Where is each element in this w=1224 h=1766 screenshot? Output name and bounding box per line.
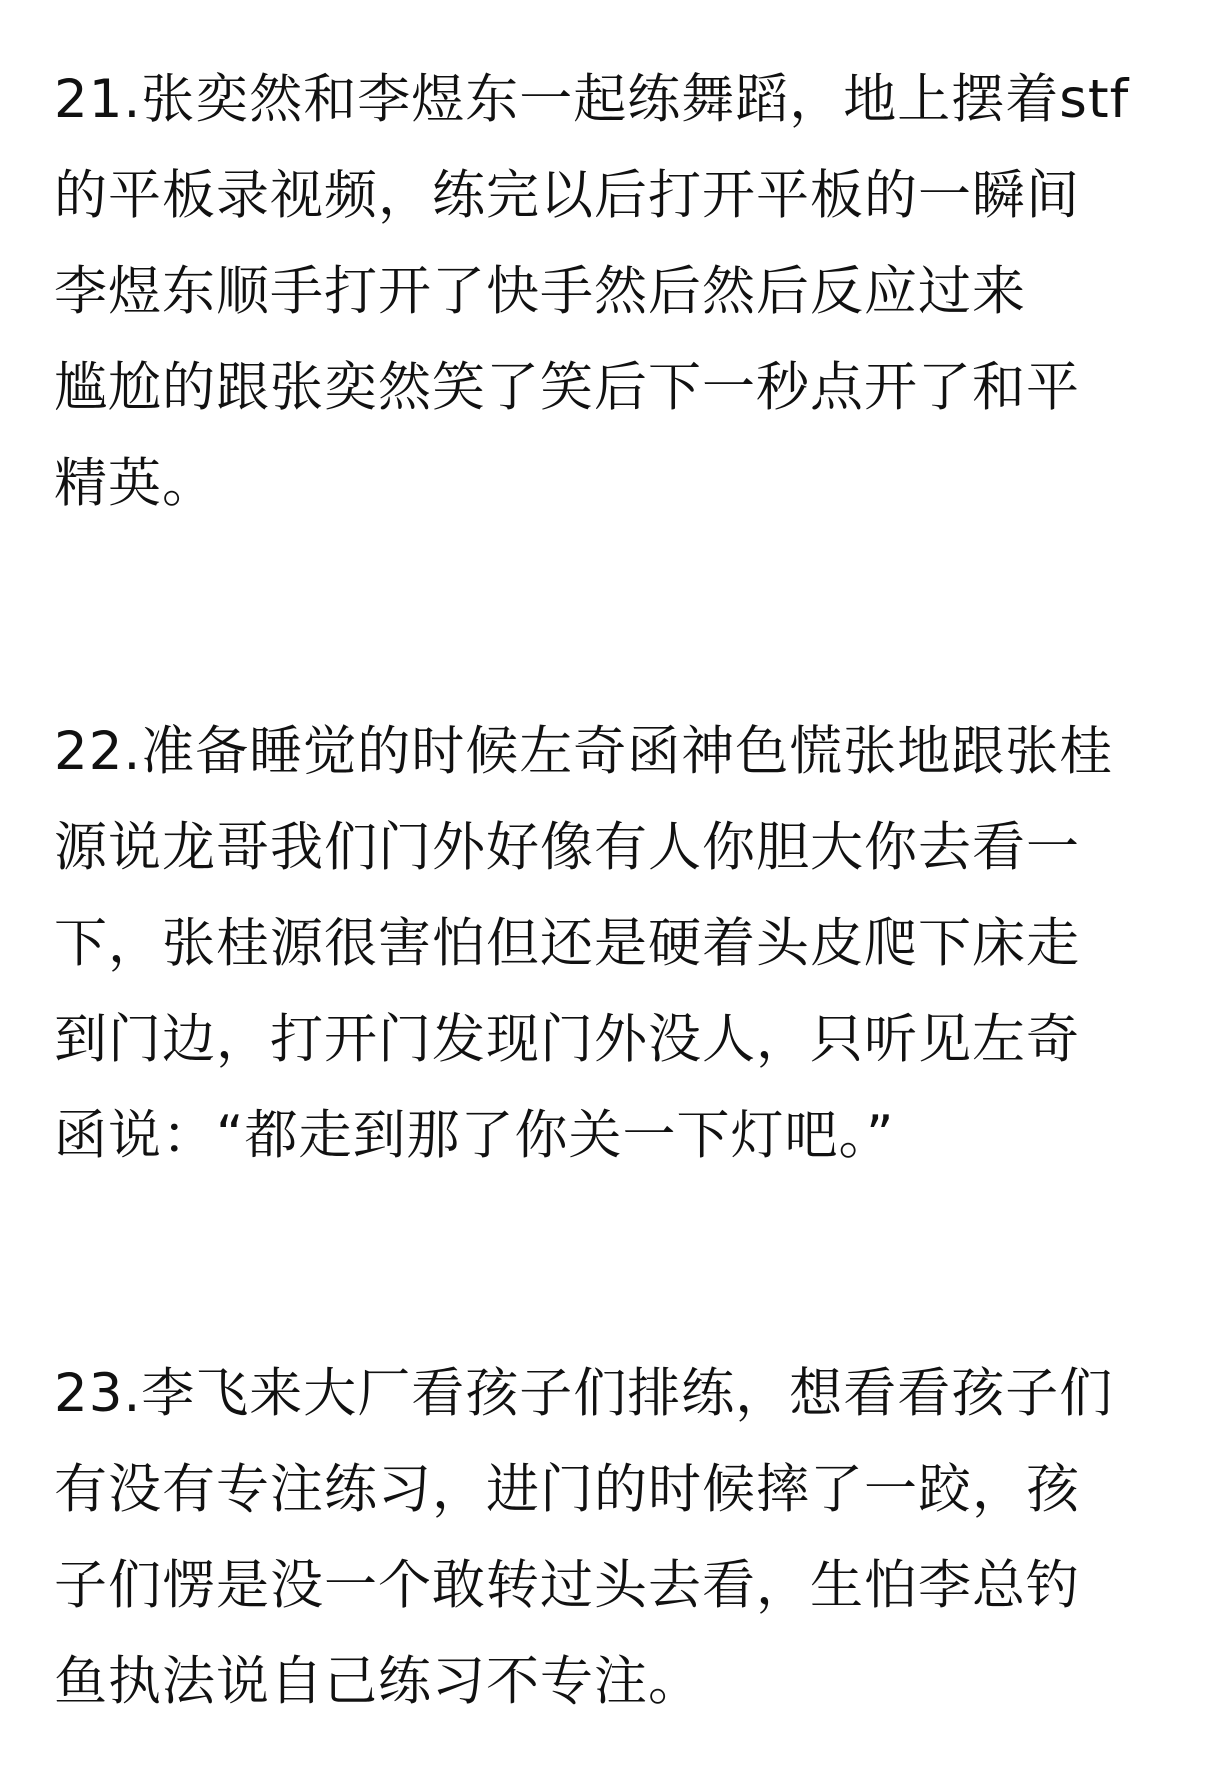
text-line: 精英。 bbox=[54, 453, 216, 514]
text-line: 23.李飞来大厂看孩子们排练，想看看孩子们 bbox=[54, 1363, 1114, 1424]
text-line: 21.张奕然和李煜东一起练舞蹈，地上摆着stf bbox=[54, 69, 1130, 130]
text-line: 源说龙哥我们门外好像有人你胆大你去看一 bbox=[54, 817, 1080, 878]
text-line: 到门边，打开门发现门外没人，只听见左奇 bbox=[54, 1009, 1080, 1070]
text-line: 李煜东顺手打开了快手然后然后反应过来 bbox=[54, 261, 1026, 322]
text-line: 下，张桂源很害怕但还是硬着头皮爬下床走 bbox=[54, 913, 1080, 974]
text-line: 子们愣是没一个敢转过头去看，生怕李总钓 bbox=[54, 1555, 1080, 1616]
paragraph-21 bbox=[54, 52, 1204, 532]
paragraph-23 bbox=[54, 1346, 1204, 1730]
text-line: 函说：“都走到那了你关一下灯吧。” bbox=[54, 1105, 895, 1166]
text-line: 有没有专注练习，进门的时候摔了一跤，孩 bbox=[54, 1459, 1080, 1520]
paragraph-22 bbox=[54, 704, 1204, 1184]
text-line: 鱼执法说自己练习不专注。 bbox=[54, 1651, 702, 1712]
text-line: 22.准备睡觉的时候左奇函神色慌张地跟张桂 bbox=[54, 721, 1114, 782]
text-line: 尴尬的跟张奕然笑了笑后下一秒点开了和平 bbox=[54, 357, 1080, 418]
text-line: 的平板录视频，练完以后打开平板的一瞬间 bbox=[54, 165, 1080, 226]
